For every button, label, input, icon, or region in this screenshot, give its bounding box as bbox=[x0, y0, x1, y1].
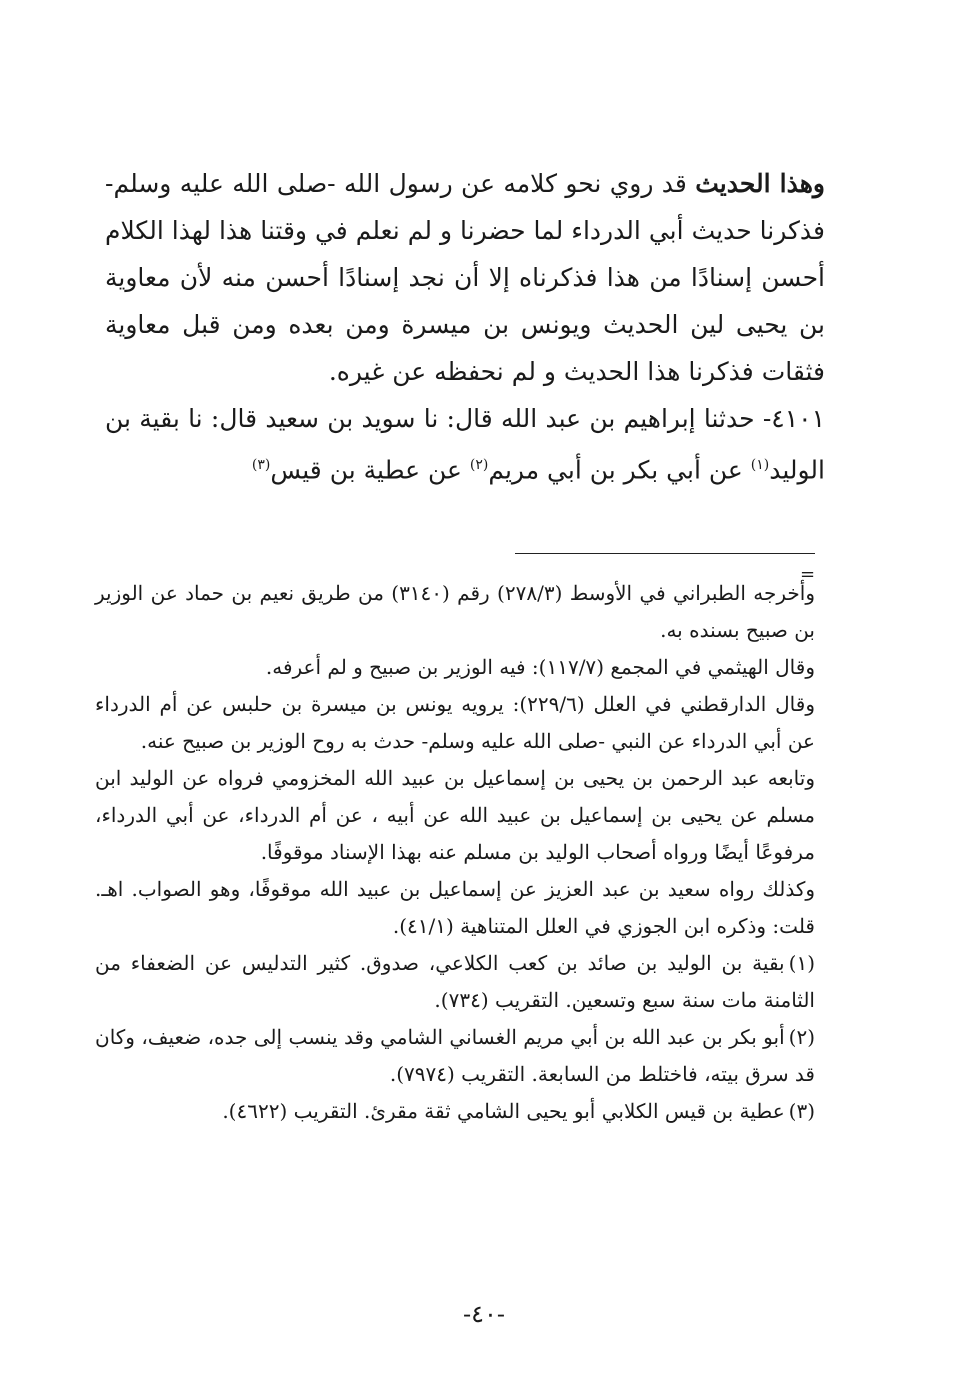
continuation-mark: = bbox=[800, 564, 816, 585]
narration-mid-1: عن أبي بكر بن أبي مريم bbox=[488, 455, 751, 485]
main-text bbox=[105, 160, 825, 493]
paragraph-1 bbox=[105, 160, 825, 395]
footnote-continuation-line: وتابعه عبد الرحمن بن يحيى بن إسماعيل بن عبيد الله المخزومي فرواه عن الوليد ابن مسلم عن يحيى بن إسماعيل بن عبيد الله عن أبيه ، عن أم الدرداء، عن أبي الدرداء، مرفوعًا أيضًا ورواه أصحاب الوليد بن مسلم عنه بهذا الإسناد موقوفًا. bbox=[95, 766, 815, 864]
footnote-text: بقية بن الوليد بن صائد بن كعب الكلاعي، صدوق. كثير التدليس عن الضعفاء من الثامنة مات سنة سبع وتسعين. التقريب (٧٣٤). bbox=[95, 951, 815, 1012]
footnote-2 bbox=[95, 1019, 815, 1093]
footnote-continuation-line: وأخرجه الطبراني في الأوسط (٢٧٨/٣) رقم (٣١٤٠) من طريق نعيم بن حماد عن الوزير بن صبيح بسنده به. bbox=[95, 581, 816, 642]
footnote-text: أبو بكر بن عبد الله بن أبي مريم الغساني الشامي وقد ينسب إلى جده، ضعيف، وكان قد سرق بيته، فاختلط من السابعة. التقريب (٧٩٧٤). bbox=[95, 1025, 815, 1086]
lead-phrase: وهذا الحديث bbox=[695, 169, 826, 198]
footnote-ref-1: (١) bbox=[750, 457, 770, 473]
paragraph-1-text: قد روي نحو كلامه عن رسول الله -صلى الله عليه وسلم- فذكرنا حديث أبي الدرداء لما حضرنا و لم نعلم في وقتنا هذا لهذا الكلام أحسن إسنادًا من هذا فذكرناه إلا أن نجد إسنادًا أحسن منه لأن معاوية بن يحيى لين الحديث ويونس بن ميسرة ومن بعده ومن قبل معاوية فثقات فذكرنا هذا الحديث و لم نحفظه عن غيره. bbox=[105, 169, 825, 386]
page-number: -٤٠- bbox=[463, 1300, 505, 1328]
footnote-ref-2: (٢) bbox=[469, 457, 489, 473]
footnotes bbox=[95, 575, 815, 1130]
footnote-ref-3: (٣) bbox=[251, 457, 271, 473]
footnote-continuation-line: وقال الدارقطني في العلل (٢٢٩/٦): يرويه يونس بن ميسرة بن حلبس عن أم الدرداء عن أبي الدرداء عن النبي -صلى الله عليه وسلم- حدث به روح الوزير بن صبيح عنه. bbox=[95, 692, 815, 753]
footnote-continuation-line: وقال الهيثمي في المجمع (١١٧/٧): فيه الوزير بن صبيح و لم أعرفه. bbox=[265, 655, 815, 679]
footnote-3 bbox=[95, 1093, 815, 1130]
footnote-number: (١) bbox=[788, 951, 815, 975]
footnote-text: عطية بن قيس الكلابي أبو يحيى الشامي ثقة مقرئ. التقريب (٤٦٢٢). bbox=[222, 1099, 785, 1123]
footnote-number: (٣) bbox=[788, 1099, 815, 1123]
narration-start: ٤١٠١- حدثنا إبراهيم بن عبد الله قال: نا سويد بن سعيد قال: نا بقية بن الوليد bbox=[105, 404, 825, 485]
footnote-divider bbox=[515, 553, 815, 554]
narration-mid-2: عن عطية بن قيس bbox=[270, 455, 470, 485]
footnote-1 bbox=[95, 945, 815, 1019]
narration-paragraph bbox=[105, 395, 825, 493]
footnote-continuation-line: وكذلك رواه سعيد بن عبد العزيز عن إسماعيل بن عبيد الله موقوفًا، وهو الصواب. اهـ. قلت: وذكره ابن الجوزي في العلل المتناهية (٤١/١). bbox=[95, 877, 815, 938]
footnote-number: (٢) bbox=[788, 1025, 815, 1049]
